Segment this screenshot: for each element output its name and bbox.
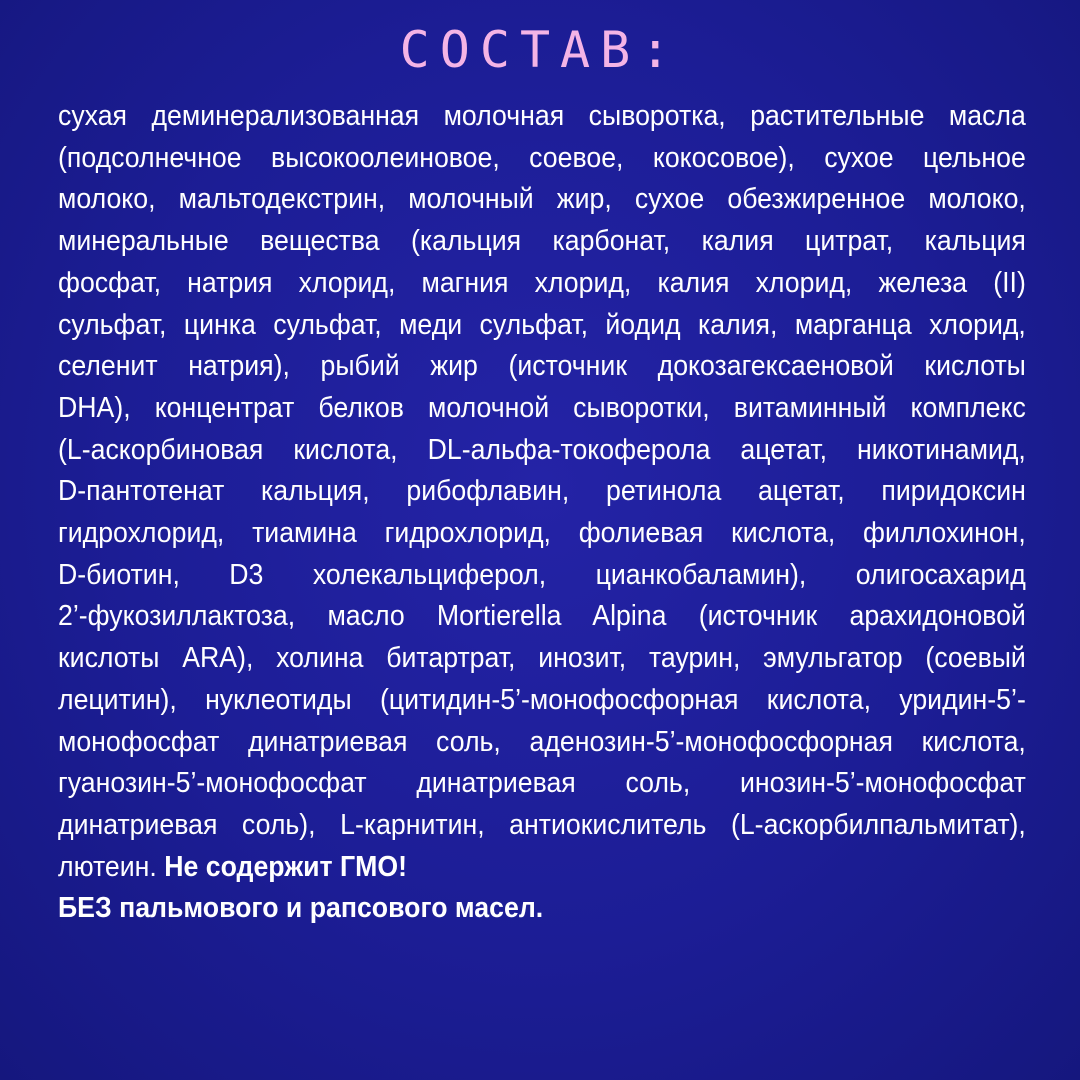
text-line: (L-аскорбиновая кислота, DL-альфа-токоферола ацетат, никотинамид, <box>58 433 1026 466</box>
text-line: гидрохлорид, тиамина гидрохлорид, фолиевая кислота, филлохинон, <box>58 517 1026 550</box>
text-line: молоко, мальтодекстрин, молочный жир, сухое обезжиренное молоко, <box>58 183 1026 216</box>
text-line: DHA), концентрат белков молочной сыворотки, витаминный комплекс <box>58 391 1026 424</box>
gmo-free-notice: Не содержит ГМО! <box>164 850 408 883</box>
text-line-gmo <box>58 847 1026 889</box>
text-plain-fragment: лютеин. <box>58 850 165 883</box>
text-line: сухая деминерализованная молочная сыворотка, растительные масла <box>58 100 1026 132</box>
text-line: сульфат, цинка сульфат, меди сульфат, йодид калия, марганца хлорид, <box>58 308 1026 341</box>
text-line: D-биотин, D3 холекальциферол, цианкобаламин), олигосахарид <box>58 558 1026 591</box>
palm-rapeseed-free-notice: БЕЗ пальмового и рапсового масел. <box>58 892 544 925</box>
text-line: минеральные вещества (кальция карбонат, калия цитрат, кальция <box>58 225 1026 258</box>
text-line: лецитин), нуклеотиды (цитидин-5’-монофосфорная кислота, уридин-5’- <box>58 683 1026 716</box>
text-line: 2’-фукозиллактоза, масло Mortierella Alpina (источник арахидоновой <box>58 600 1026 633</box>
text-line: фосфат, натрия хлорид, магния хлорид, калия хлорид, железа (II) <box>58 266 1026 299</box>
text-line: монофосфат динатриевая соль, аденозин-5’-монофосфорная кислота, <box>58 725 1026 758</box>
ingredients-text <box>58 96 1026 930</box>
page-title: СОСТАВ: <box>399 21 681 79</box>
text-line: гуанозин-5’-монофосфат динатриевая соль, инозин-5’-монофосфат <box>58 767 1026 800</box>
text-line: динатриевая соль), L-карнитин, антиокислитель (L-аскорбилпальмитат), <box>58 808 1026 841</box>
text-line: кислоты ARA), холина битартрат, инозит, таурин, эмульгатор (соевый <box>58 642 1026 675</box>
text-line: селенит натрия), рыбий жир (источник докозагексаеновой кислоты <box>58 350 1026 383</box>
text-line: (подсолнечное высокоолеиновое, соевое, кокосовое), сухое цельное <box>58 141 1026 174</box>
text-line: D-пантотенат кальция, рибофлавин, ретинола ацетат, пиридоксин <box>58 475 1026 508</box>
